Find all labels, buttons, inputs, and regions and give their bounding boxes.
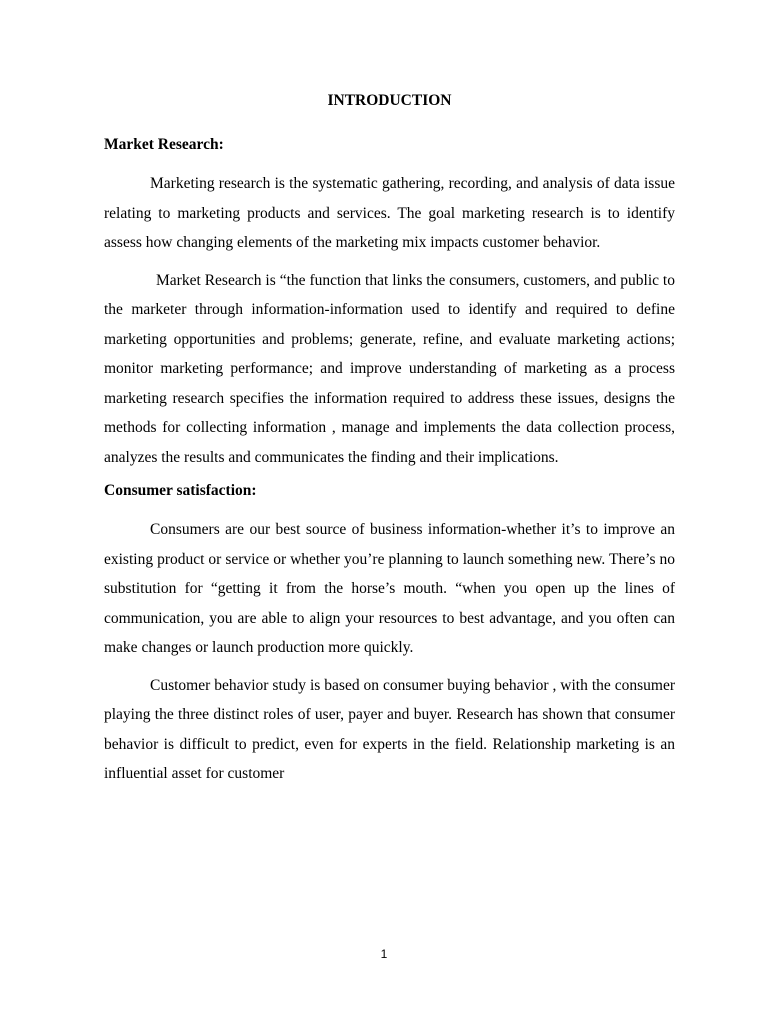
paragraph: Customer behavior study is based on consumer buying behavior , with the consumer playing the three distinct roles of user, payer and buyer. Research has shown that consumer behavior is difficult to predict, even for experts in the field. Relationship marketing is an influential asset for customer bbox=[104, 676, 675, 782]
paragraph: Marketing research is the systematic gathering, recording, and analysis of data issue relating to marketing products and services. The goal marketing research is to identify assess how changing elements of the marketing mix impacts customer behavior. bbox=[104, 175, 675, 251]
paragraph: Consumers are our best source of business information-whether it’s to improve an existing product or service or whether you’re planning to launch something new. There’s no substitution for “getting it from the horse’s mouth. “when you open up the lines of communication, you are able to align your resources to best advantage, and you often can make changes or launch production more quickly. bbox=[104, 521, 675, 656]
section-heading-market-research: Market Research: bbox=[104, 136, 224, 153]
page-title: INTRODUCTION bbox=[327, 92, 452, 109]
page-number: 1 bbox=[380, 947, 388, 961]
page-content bbox=[104, 90, 675, 797]
paragraph: Market Research is “the function that links the consumers, customers, and public to the marketer through information-information used to identify and required to define marketing opportunities and problems; generate, refine, and evaluate marketing actions; monitor marketing performance; and improve understanding of marketing as a process marketing research specifies the information required to address these issues, designs the methods for collecting information , manage and implements the data collection process, analyzes the results and communicates the finding and their implications. bbox=[104, 271, 675, 466]
section-heading-consumer-satisfaction: Consumer satisfaction: bbox=[104, 482, 257, 499]
